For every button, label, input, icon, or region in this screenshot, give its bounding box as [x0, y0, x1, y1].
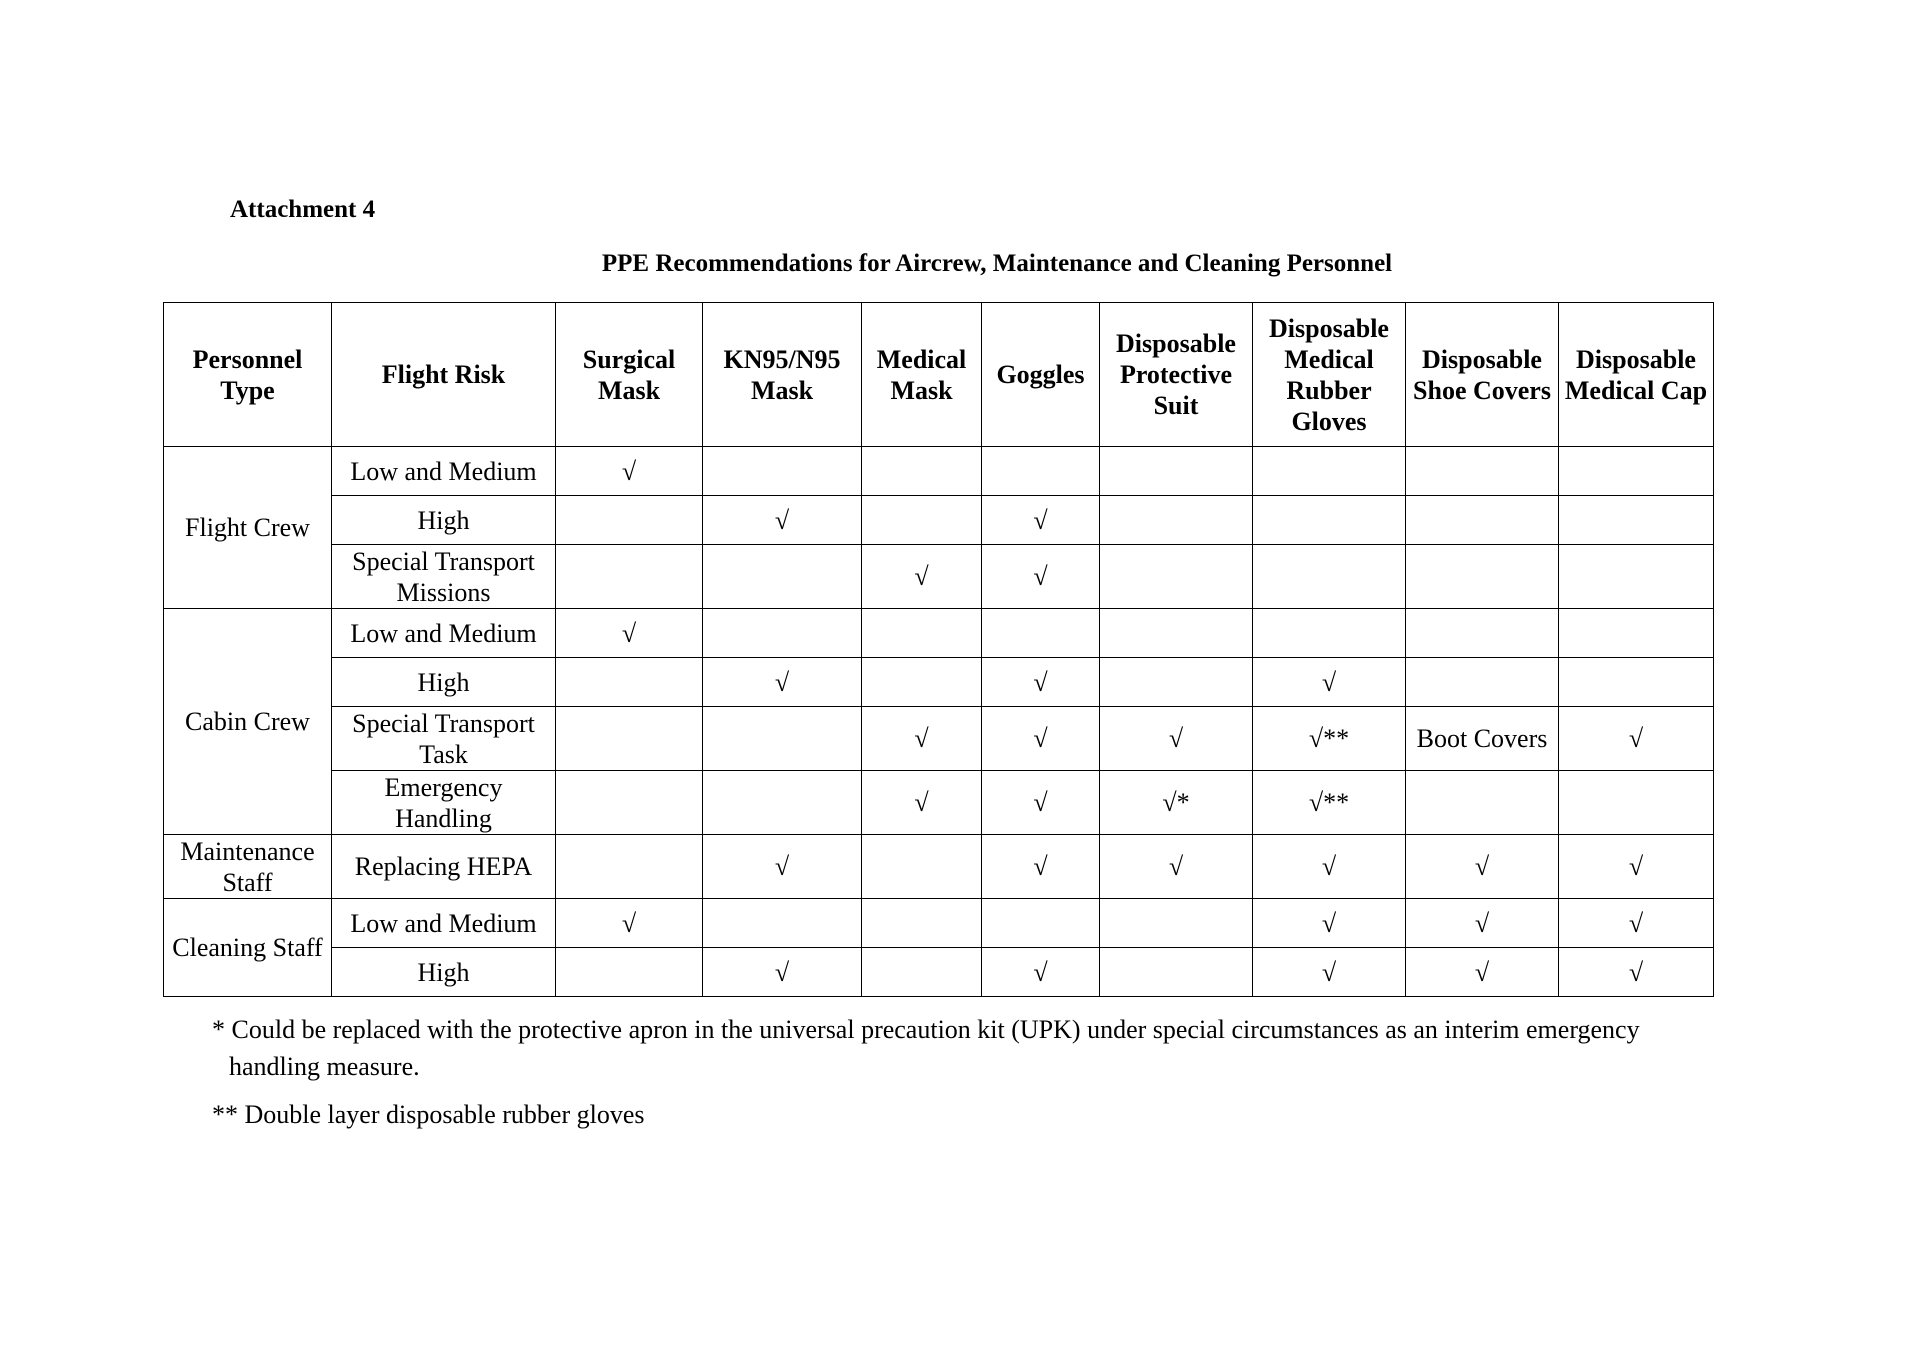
- flight-risk-cell: High: [332, 948, 556, 997]
- ppe-cell: √: [862, 707, 982, 771]
- header-flight-risk: Flight Risk: [332, 303, 556, 447]
- header-personnel-type: Personnel Type: [164, 303, 332, 447]
- flight-risk-cell: Special Transport Missions: [332, 545, 556, 609]
- ppe-cell: [1406, 658, 1559, 707]
- ppe-cell: √: [703, 496, 862, 545]
- ppe-cell: √: [556, 899, 703, 948]
- header-medical-cap: Disposable Medical Cap: [1559, 303, 1714, 447]
- table-row: [164, 948, 1714, 997]
- ppe-cell: √: [982, 658, 1100, 707]
- ppe-cell: √: [1100, 835, 1253, 899]
- ppe-cell: √: [1253, 899, 1406, 948]
- ppe-cell: √: [1253, 948, 1406, 997]
- table-title: PPE Recommendations for Aircrew, Maintenance and Cleaning Personnel: [601, 250, 1393, 277]
- ppe-cell: [1100, 948, 1253, 997]
- ppe-cell: √: [862, 545, 982, 609]
- ppe-cell: √**: [1253, 771, 1406, 835]
- ppe-cell: [1406, 545, 1559, 609]
- ppe-cell: [862, 899, 982, 948]
- personnel-type-cell: Cleaning Staff: [164, 899, 332, 997]
- ppe-cell: [556, 771, 703, 835]
- flight-risk-cell: Special Transport Task: [332, 707, 556, 771]
- ppe-cell: [1100, 545, 1253, 609]
- flight-risk-cell: Emergency Handling: [332, 771, 556, 835]
- ppe-cell: √: [982, 545, 1100, 609]
- table-row: [164, 658, 1714, 707]
- ppe-cell: [1559, 658, 1714, 707]
- ppe-table: [163, 302, 1714, 997]
- ppe-cell: [862, 609, 982, 658]
- flight-risk-cell: High: [332, 658, 556, 707]
- ppe-cell: [862, 948, 982, 997]
- header-medical-mask: Medical Mask: [862, 303, 982, 447]
- flight-risk-cell: Replacing HEPA: [332, 835, 556, 899]
- ppe-cell: [1559, 496, 1714, 545]
- ppe-cell: [862, 447, 982, 496]
- ppe-cell: [1100, 609, 1253, 658]
- ppe-cell: √: [556, 447, 703, 496]
- ppe-cell: √: [1100, 707, 1253, 771]
- personnel-type-cell: Cabin Crew: [164, 609, 332, 835]
- header-kn95-mask: KN95/N95 Mask: [703, 303, 862, 447]
- ppe-cell: [1559, 447, 1714, 496]
- ppe-cell: [1253, 545, 1406, 609]
- ppe-cell: [1253, 496, 1406, 545]
- footnote-single-asterisk: * Could be replaced with the protective apron in the universal precaution kit (UPK) under special circumstances as an interim emergency handling measure.: [212, 1015, 1640, 1081]
- ppe-cell: [1100, 447, 1253, 496]
- ppe-cell: [556, 658, 703, 707]
- ppe-cell: [1559, 609, 1714, 658]
- ppe-cell: [1253, 609, 1406, 658]
- ppe-cell: √: [982, 835, 1100, 899]
- ppe-cell: √: [556, 609, 703, 658]
- ppe-cell: √: [1406, 835, 1559, 899]
- attachment-label: Attachment 4: [230, 196, 376, 223]
- flight-risk-cell: Low and Medium: [332, 447, 556, 496]
- ppe-cell: √: [703, 658, 862, 707]
- ppe-cell: [1100, 658, 1253, 707]
- ppe-cell: [1406, 496, 1559, 545]
- footnote-double-asterisk: ** Double layer disposable rubber gloves: [212, 1100, 645, 1129]
- table-row: [164, 707, 1714, 771]
- ppe-cell: [862, 496, 982, 545]
- ppe-cell: √: [1559, 707, 1714, 771]
- ppe-cell: Boot Covers: [1406, 707, 1559, 771]
- table-row: [164, 835, 1714, 899]
- ppe-cell: √: [1559, 835, 1714, 899]
- ppe-cell: [556, 496, 703, 545]
- ppe-cell: [703, 771, 862, 835]
- ppe-cell: [1406, 609, 1559, 658]
- ppe-cell: [982, 609, 1100, 658]
- ppe-cell: [1559, 545, 1714, 609]
- header-surgical-mask: Surgical Mask: [556, 303, 703, 447]
- ppe-cell: √: [1406, 948, 1559, 997]
- table-row: [164, 447, 1714, 496]
- personnel-type-cell: Flight Crew: [164, 447, 332, 609]
- ppe-cell: √: [982, 948, 1100, 997]
- table-row: [164, 496, 1714, 545]
- ppe-cell: √: [703, 948, 862, 997]
- flight-risk-cell: High: [332, 496, 556, 545]
- header-protective-suit: Disposable Protective Suit: [1100, 303, 1253, 447]
- ppe-cell: [556, 835, 703, 899]
- ppe-cell: [703, 899, 862, 948]
- table-body: [164, 447, 1714, 997]
- ppe-cell: [703, 707, 862, 771]
- flight-risk-cell: Low and Medium: [332, 899, 556, 948]
- ppe-cell: √: [703, 835, 862, 899]
- ppe-cell: √: [1559, 899, 1714, 948]
- ppe-cell: [703, 447, 862, 496]
- ppe-cell: √: [1253, 835, 1406, 899]
- ppe-cell: √**: [1253, 707, 1406, 771]
- header-row: [164, 303, 1714, 447]
- ppe-cell: [556, 545, 703, 609]
- personnel-type-cell: Maintenance Staff: [164, 835, 332, 899]
- ppe-cell: √: [1559, 948, 1714, 997]
- ppe-cell: [556, 948, 703, 997]
- ppe-cell: [982, 447, 1100, 496]
- header-shoe-covers: Disposable Shoe Covers: [1406, 303, 1559, 447]
- ppe-cell: [1559, 771, 1714, 835]
- ppe-cell: √: [982, 707, 1100, 771]
- ppe-cell: √: [1406, 899, 1559, 948]
- ppe-cell: √: [982, 496, 1100, 545]
- ppe-cell: √: [862, 771, 982, 835]
- ppe-cell: [1406, 771, 1559, 835]
- header-goggles: Goggles: [982, 303, 1100, 447]
- table-row: [164, 771, 1714, 835]
- ppe-cell: [1100, 899, 1253, 948]
- ppe-cell: [556, 707, 703, 771]
- ppe-cell: √: [982, 771, 1100, 835]
- flight-risk-cell: Low and Medium: [332, 609, 556, 658]
- ppe-cell: √*: [1100, 771, 1253, 835]
- ppe-cell: √: [1253, 658, 1406, 707]
- table-row: [164, 899, 1714, 948]
- ppe-cell: [862, 835, 982, 899]
- table-row: [164, 609, 1714, 658]
- ppe-cell: [1100, 496, 1253, 545]
- ppe-cell: [703, 545, 862, 609]
- ppe-cell: [1253, 447, 1406, 496]
- table-row: [164, 545, 1714, 609]
- ppe-cell: [1406, 447, 1559, 496]
- header-rubber-gloves: Disposable Medical Rubber Gloves: [1253, 303, 1406, 447]
- ppe-cell: [982, 899, 1100, 948]
- ppe-cell: [703, 609, 862, 658]
- ppe-cell: [862, 658, 982, 707]
